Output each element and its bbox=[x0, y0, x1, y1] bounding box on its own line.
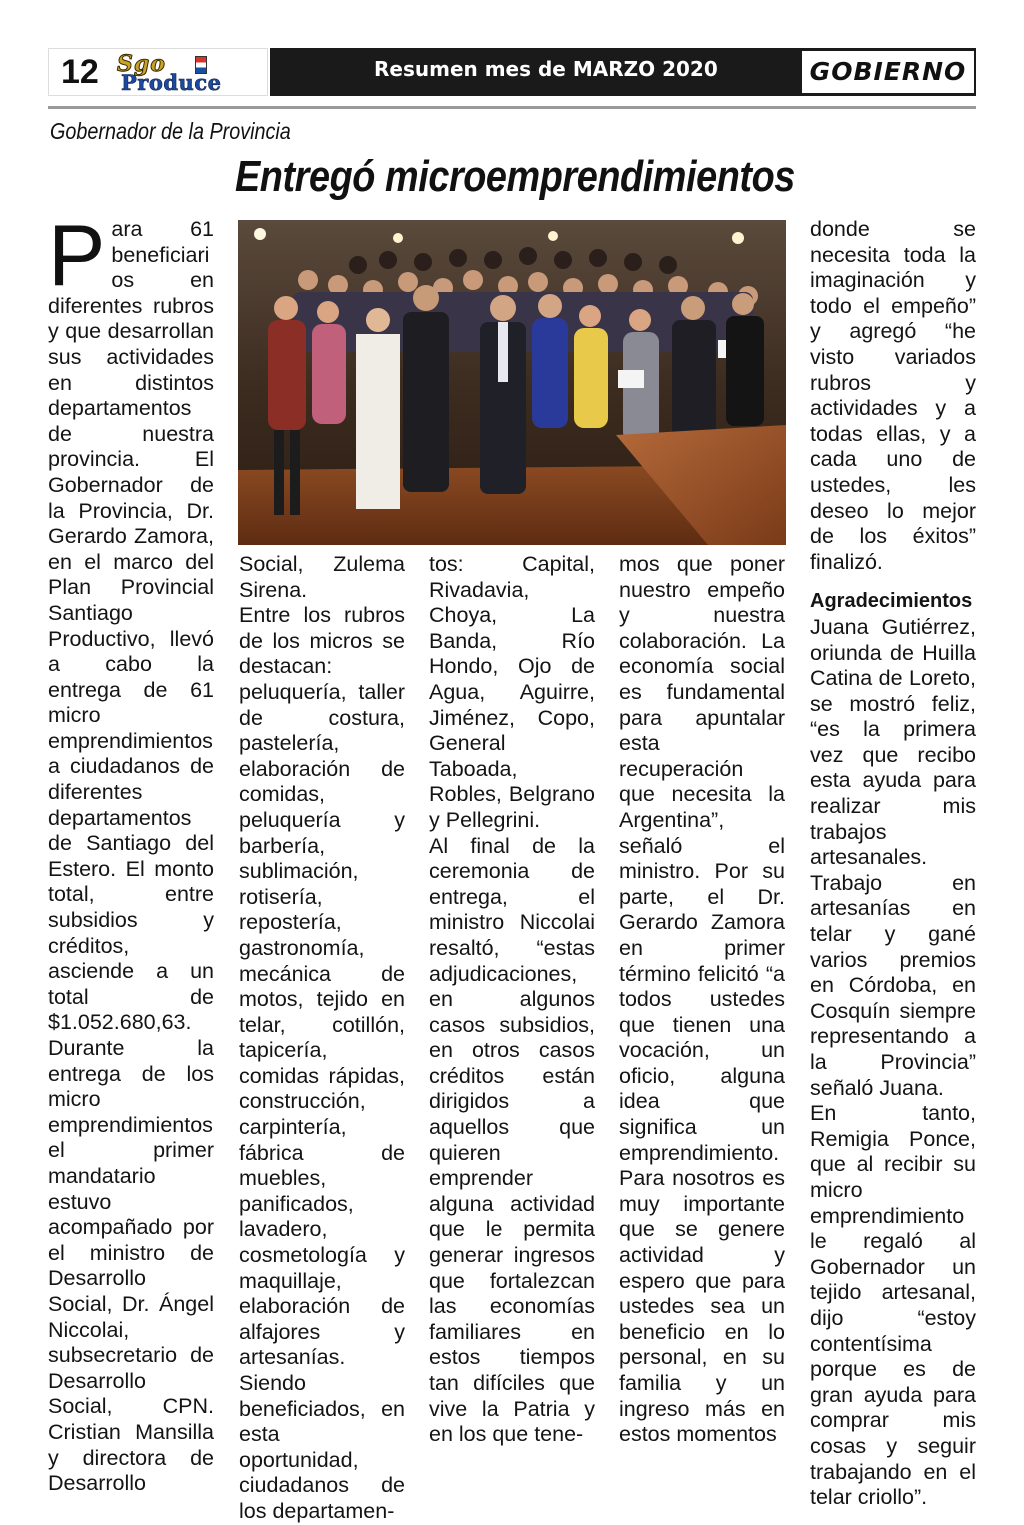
paragraph-beneficiados: Siendo beneficiados, en esta oportunidad, ciudadanos de los departamen- bbox=[239, 1371, 405, 1523]
paragraph-intro: ara 61 beneficiarios en diferentes rubros y que desarrollan sus actividades en distintos departamentos de nuestra provincia. El Gobernador de la Provincia, Dr. Gerardo Zamora, en el marco del Plan Provincial Santiago Productivo, llevó a cabo la entrega de 61 micro emprendimientos a ciudadanos de diferentes departamentos de Santiago del Estero. El monto total, entre subsidios y créditos, asciende a un total de $1.052.680,63. bbox=[48, 217, 214, 1035]
masthead-box bbox=[48, 48, 268, 96]
text-column-2 bbox=[239, 552, 405, 1525]
sgo-produce-logo bbox=[115, 53, 255, 93]
text-column-4 bbox=[619, 552, 785, 1448]
logo-text-sgo: Sgo bbox=[117, 51, 166, 77]
paragraph-remigia: En tanto, Remigia Ponce, que al recibir su micro emprendimiento le regaló al Gobernador un tejido artesanal, dijo “estoy contentísima porque es de gran ayuda para comprar mis cosas y seguir trabajando en el telar criollo”. bbox=[810, 1101, 976, 1510]
paragraph-sirena: Social, Zulema Sirena. bbox=[239, 552, 405, 602]
paragraph-rubros: Entre los rubros de los micros se destacan: peluquería, taller de costura, pastelería, elaboración de comidas, peluquería y barbería, sublimación, rotisería, repostería, gastronomía, mecánica de motos, tejido en telar, cotillón, tapicería, comidas rápidas, construcción, carpintería, fábrica de muebles, panificados, lavadero, cosmetología y maquillaje, elaboración de alfajores y artesanías. bbox=[239, 603, 405, 1370]
header-divider bbox=[48, 106, 976, 109]
page-header bbox=[48, 48, 976, 96]
paragraph-juana: Juana Gutiérrez, oriunda de Huilla Catina de Loreto, se mostró feliz, “es la primera vez que recibo esta ayuda para realizar mis trabajos artesanales. Trabajo en artesanías en telar y gané varios premios en Córdoba, en Cosquín siempre representando a la Provincia” señaló Juana. bbox=[810, 614, 976, 1100]
paragraph-acompanado: Durante la entrega de los micro emprendimientos el primer mandatario estuvo acompañado por el ministro de Desarrollo Social, Dr. Ángel Niccolai, subsecretario de Desarrollo Social, CPN. Cristian Mansilla y directora de Desarrollo bbox=[48, 1036, 214, 1496]
issue-label: Resumen mes de MARZO 2020 bbox=[374, 57, 718, 81]
logo-text-produce: Produce bbox=[121, 70, 222, 95]
page-number: 12 bbox=[61, 53, 99, 91]
drop-cap: P bbox=[48, 208, 106, 304]
paragraph-imaginacion: donde se necesita toda la imaginación y todo el empeño” y agregó “he visto variados rubros y actividades y a todas ellas, y a cada uno de ustedes, les deseo lo mejor de los éxitos” finalizó. bbox=[810, 217, 976, 574]
section-label: GOBIERNO bbox=[802, 51, 974, 93]
text-column-1 bbox=[48, 208, 214, 1497]
text-column-3 bbox=[429, 552, 595, 1448]
paragraph-zamora: mos que poner nuestro empeño y nuestra colaboración. La economía social es fundamental para apuntalar esta recuperación que necesita la Argentina”, señaló el ministro. Por su parte, el Dr. Gerardo Zamora en primer término felicitó “a todos ustedes que tienen una vocación, un oficio, alguna idea que significa un emprendimiento. Para nosotros es muy importante que se genere actividad y espero que para ustedes sea un beneficio en lo personal, en su familia y un ingreso más en estos momentos bbox=[619, 552, 785, 1447]
text-column-5 bbox=[810, 217, 976, 1511]
group-photo bbox=[238, 220, 786, 545]
header-bar bbox=[270, 48, 976, 96]
paragraph-departamentos: tos: Capital, Rivadavia, Choya, La Banda, Río Hondo, Ojo de Agua, Aguirre, Jiménez, Copo, General Taboada, Robles, Belgrano y Pellegrini. bbox=[429, 552, 595, 832]
subheading-agradecimientos: Agradecimientos bbox=[810, 590, 973, 613]
article-kicker: Gobernador de la Provincia bbox=[50, 118, 291, 144]
article-headline: Entregó microemprendimientos bbox=[235, 152, 795, 201]
group-photo-illustration bbox=[238, 220, 786, 545]
paragraph-niccolai: Al final de la ceremonia de entrega, el ministro Niccolai resaltó, “estas adjudicaciones, en algunos casos subsidios, en otros casos créditos están dirigidos a aquellos que quieren emprender alguna actividad que le permita generar ingresos que fortalezcan las economías familiares en estos tiempos tan difíciles que vive la Patria y en los que tene- bbox=[429, 833, 595, 1447]
